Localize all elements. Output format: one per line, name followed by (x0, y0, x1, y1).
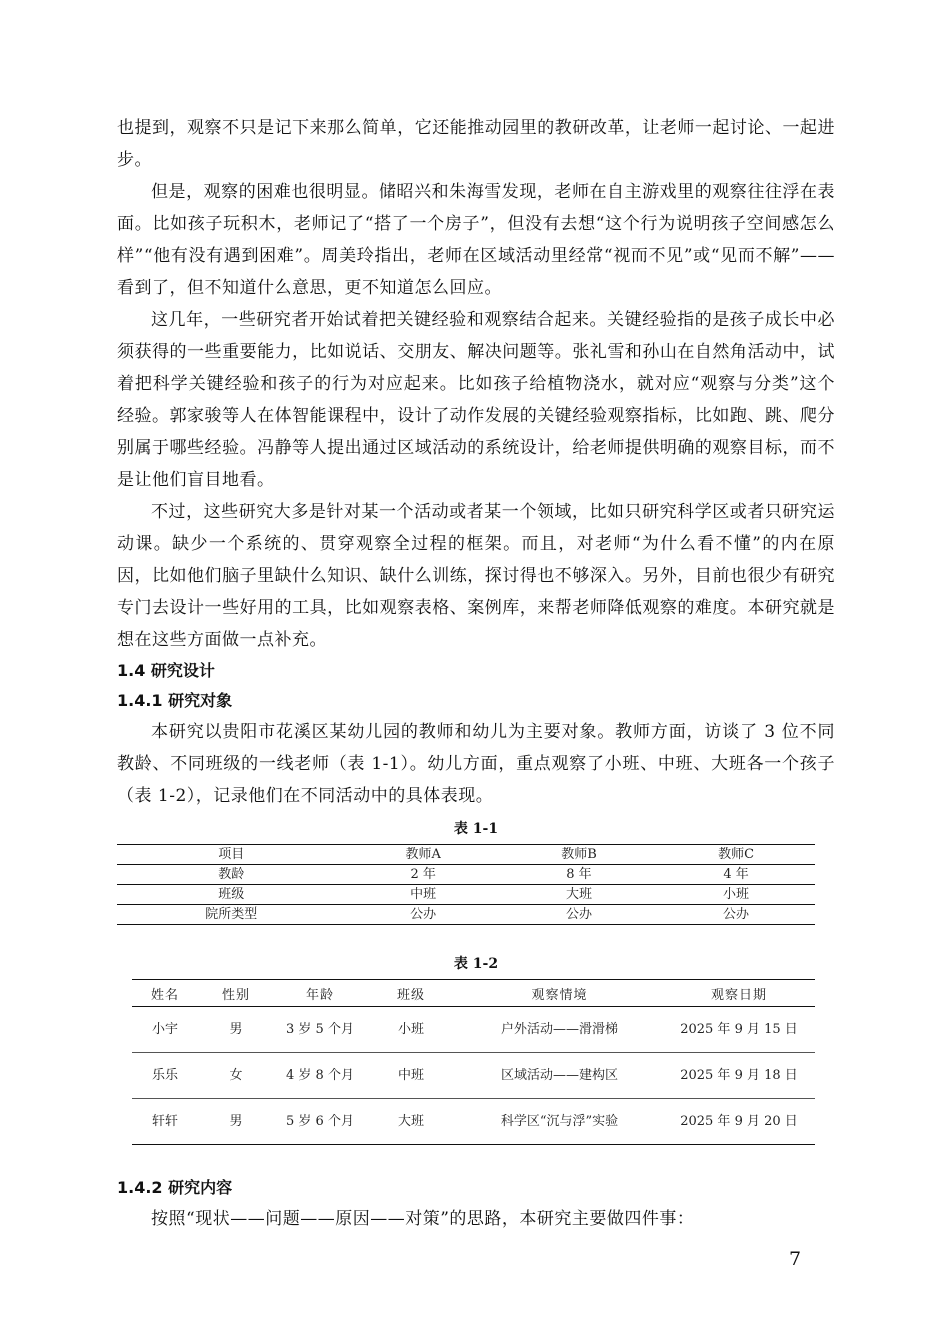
age-text: 5 岁 6 个月 (286, 1113, 354, 1129)
table-cell: 小班 (366, 1007, 456, 1053)
column-header: 姓名 (132, 980, 198, 1007)
paragraph: 按照“现状——问题——原因——对策”的思路，本研究主要做四件事： (151, 1209, 695, 1229)
paragraph: 但是，观察的困难也很明显。储昭兴和朱海雪发现，老师在自主游戏里的观察往往浮在表面。比如孩子玩积木，老师记了“搭了一个房子”，但没有去想“这个行为说明孩子空间感怎么样”“他有没有遇到困难”。周美玲指出，老师在区域活动里经常“视而不见”或“见而不解”——看到了，但不知道什么意思，更不知道怎么回应。 (117, 182, 835, 298)
subsection-heading: 1.4.1 研究对象 (117, 691, 233, 710)
table-cell: 公办 (657, 905, 815, 925)
paragraph: 也提到，观察不只是记下来那么简单，它还能推动园里的教研改革，让老师一起讨论、一起进步。 (117, 118, 835, 170)
column-header: 班级 (366, 980, 456, 1007)
table-caption: 表 1-2 (453, 956, 499, 972)
table-cell (274, 1007, 366, 1053)
table-cell: 班级 (117, 885, 345, 905)
document-body (117, 112, 835, 1235)
table-cell: 区域活动——建构区 (456, 1053, 663, 1099)
age-text: 3 岁 5 个月 (286, 1021, 354, 1037)
table-cell: 男 (198, 1007, 274, 1053)
table-cell (274, 1053, 366, 1099)
table-cell: 2025 年 9 月 20 日 (663, 1099, 815, 1145)
table-row (117, 905, 815, 925)
section-heading: 1.4 研究设计 (117, 661, 215, 680)
table-cell: 4 年 (657, 865, 815, 885)
table-row (132, 1099, 815, 1145)
table-row (132, 1007, 815, 1053)
table-cell: 乐乐 (132, 1053, 198, 1099)
table-row (117, 865, 815, 885)
age-text: 4 岁 8 个月 (286, 1067, 354, 1083)
paragraph: 本研究以贵阳市花溪区某幼儿园的教师和幼儿为主要对象。教师方面，访谈了 3 位不同教龄、不同班级的一线老师（表 1-1）。幼儿方面，重点观察了小班、中班、大班各一个孩子（表 1-2），记录他们在不同活动中的具体表现。 (117, 722, 835, 806)
teacher-table (117, 844, 815, 925)
table-cell: 2025 年 9 月 18 日 (663, 1053, 815, 1099)
table-cell: 小班 (657, 885, 815, 905)
table-cell: 大班 (501, 885, 657, 905)
table-header-row (132, 980, 815, 1007)
column-header: 教师C (657, 845, 815, 865)
column-header: 教师B (501, 845, 657, 865)
table-cell: 小宇 (132, 1007, 198, 1053)
table-caption: 表 1-1 (453, 821, 499, 837)
paragraph: 这几年，一些研究者开始试着把关键经验和观察结合起来。关键经验指的是孩子成长中必须获得的一些重要能力，比如说话、交朋友、解决问题等。张礼雪和孙山在自然角活动中，试着把科学关键经验和孩子的行为对应起来。比如孩子给植物浇水，就对应“观察与分类”这个经验。郭家骏等人在体智能课程中，设计了动作发展的关键经验观察指标，比如跑、跳、爬分别属于哪些经验。冯静等人提出通过区域活动的系统设计，给老师提供明确的观察目标，而不是让他们盲目地看。 (117, 310, 835, 490)
subsection-heading: 1.4.2 研究内容 (117, 1178, 233, 1197)
table-cell: 科学区“沉与浮”实验 (456, 1099, 663, 1145)
table-row (132, 1053, 815, 1099)
table-cell: 8 年 (501, 865, 657, 885)
table-cell: 女 (198, 1053, 274, 1099)
column-header: 年龄 (274, 980, 366, 1007)
column-header: 观察日期 (663, 980, 815, 1007)
table-cell: 大班 (366, 1099, 456, 1145)
table-cell: 2 年 (345, 865, 500, 885)
column-header: 教师A (345, 845, 500, 865)
column-header: 观察情境 (456, 980, 663, 1007)
table-cell: 教龄 (117, 865, 345, 885)
table-cell: 2025 年 9 月 15 日 (663, 1007, 815, 1053)
column-header: 项目 (117, 845, 345, 865)
paragraph: 不过，这些研究大多是针对某一个活动或者某一个领域，比如只研究科学区或者只研究运动课。缺少一个系统的、贯穿观察全过程的框架。而且，对老师“为什么看不懂”的内在原因，比如他们脑子里缺什么知识、缺什么训练，探讨得也不够深入。另外，目前也很少有研究专门去设计一些好用的工具，比如观察表格、案例库，来帮老师降低观察的难度。本研究就是想在这些方面做一点补充。 (117, 502, 835, 650)
table-cell (274, 1099, 366, 1145)
column-header: 性别 (198, 980, 274, 1007)
table-cell: 公办 (501, 905, 657, 925)
table-cell: 户外活动——滑滑梯 (456, 1007, 663, 1053)
table-cell: 轩轩 (132, 1099, 198, 1145)
table-cell: 男 (198, 1099, 274, 1145)
table-row (117, 885, 815, 905)
table-cell: 中班 (345, 885, 500, 905)
page-number: 7 (789, 1248, 802, 1270)
table-cell: 院所类型 (117, 905, 345, 925)
child-observation-table (132, 979, 815, 1145)
table-cell: 公办 (345, 905, 500, 925)
table-cell: 中班 (366, 1053, 456, 1099)
table-header-row (117, 845, 815, 865)
